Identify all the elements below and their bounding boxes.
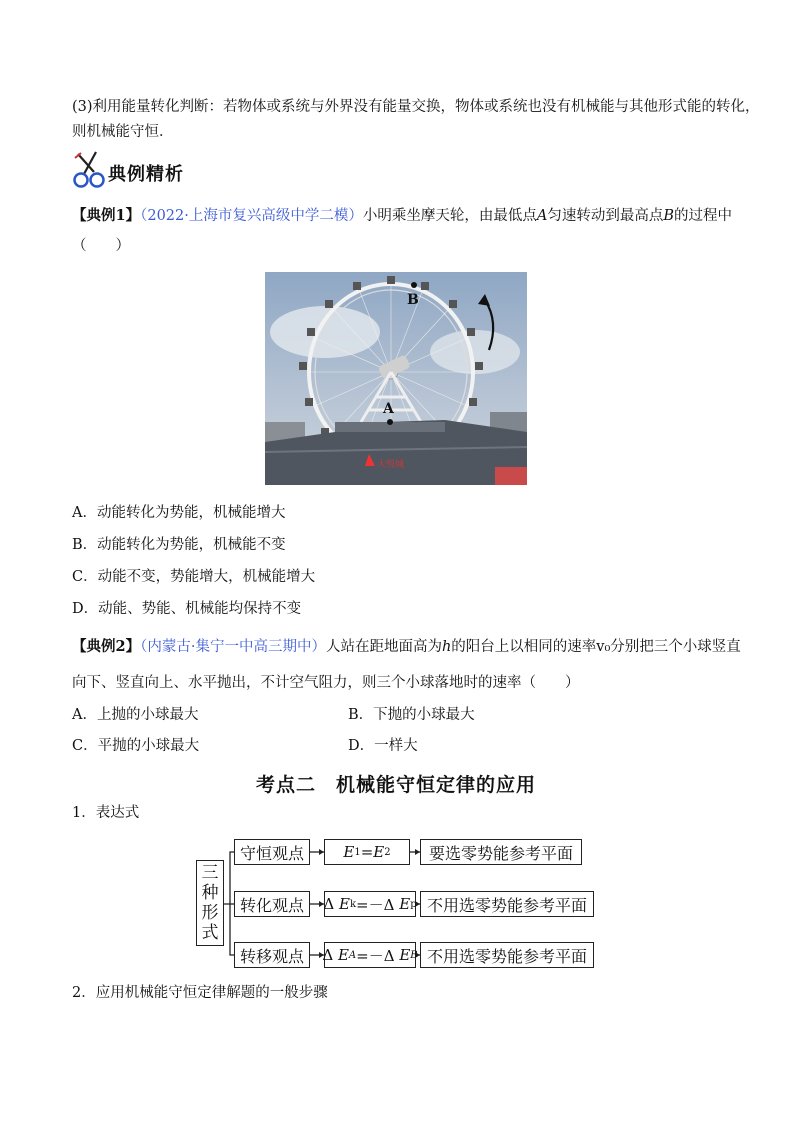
view-transfer: 转移观点 — [234, 942, 310, 968]
example2-source[interactable]: （内蒙古·集宁一中高三期中） — [140, 639, 326, 655]
label-a: A — [383, 401, 394, 417]
mall-sign: 大悦城 — [377, 460, 405, 470]
eq3-e2: E — [399, 946, 411, 964]
eq2-sub-k: k — [349, 898, 357, 910]
eq1-equals: = — [360, 843, 374, 861]
example2-label: 【典例2】 — [72, 638, 141, 655]
root-char-2: 种 — [201, 883, 219, 903]
root-char-4: 式 — [201, 923, 219, 943]
root-char-3: 形 — [201, 903, 219, 923]
eq2-delta1: Δ — [323, 895, 335, 913]
eq1-sub2: 2 — [384, 846, 391, 858]
example2-option-b[interactable]: B．下抛的小球最大 — [348, 707, 475, 723]
example2-option-d[interactable]: D．一样大 — [348, 738, 418, 754]
ferris-wheel-figure — [265, 272, 527, 485]
three-forms-diagram — [196, 836, 596, 972]
eq3-sub-a: A — [348, 949, 357, 961]
example1-label: 【典例1】 — [72, 207, 141, 224]
note-transformation: 不用选零势能参考平面 — [420, 891, 594, 917]
scissors-rings-icon — [72, 150, 108, 190]
view-conservation: 守恒观点 — [234, 839, 310, 865]
example1-option-b[interactable]: B．动能转化为势能，机械能不变 — [72, 537, 286, 553]
example2-option-a[interactable]: A．上抛的小球最大 — [72, 707, 199, 723]
eq3-e1: E — [337, 946, 349, 964]
eq1-sub1: 1 — [354, 846, 361, 858]
example1-option-a[interactable]: A．动能转化为势能，机械能增大 — [72, 505, 286, 521]
point-b: B — [663, 208, 674, 224]
eq3-mid: =－Δ — [356, 946, 395, 965]
example1-text-c: 的过程中 — [674, 208, 732, 224]
method3-line1: (3)利用能量转化判断：若物体或系统与外界没有能量交换，物体或系统也没有机械能与其他形式能的转化， — [72, 99, 760, 115]
banner-title: 典例精析 — [108, 164, 184, 185]
example1-option-d[interactable]: D．动能、势能、机械能均保持不变 — [72, 601, 302, 617]
eq2-e1: E — [339, 895, 350, 913]
example-banner — [72, 150, 202, 190]
eq3-sub-b: B — [410, 949, 418, 961]
point-a: A — [536, 208, 548, 224]
note-conservation: 要选零势能参考平面 — [420, 839, 582, 865]
method3-line2: 则机械能守恒． — [72, 124, 174, 140]
eq1-e1: E — [343, 843, 355, 861]
equation-transformation — [324, 891, 416, 917]
example1-option-c[interactable]: C．动能不变，势能增大，机械能增大 — [72, 569, 316, 585]
eq2-sub-p: p — [410, 898, 417, 910]
eq2-mid: =－Δ — [356, 895, 395, 914]
three-forms-root — [196, 860, 224, 946]
example2-option-c[interactable]: C．平抛的小球最大 — [72, 738, 200, 754]
note-transfer: 不用选零势能参考平面 — [420, 942, 594, 968]
view-transformation: 转化观点 — [234, 891, 310, 917]
example1-source[interactable]: （2022·上海市复兴高级中学二模） — [140, 208, 363, 224]
example1-text-a: 小明乘坐摩天轮，由最低点 — [362, 208, 537, 224]
equation-transfer — [324, 942, 416, 968]
example1-text-b: 匀速转动到最高点 — [547, 208, 664, 224]
root-char-1: 三 — [201, 863, 219, 883]
eq3-delta1: Δ — [322, 946, 334, 964]
example1-paren: （ ） — [72, 238, 130, 254]
example2-text-b: 的阳台上以相同的速率v₀分别把三个小球竖直 — [451, 639, 741, 655]
height-h: h — [441, 639, 452, 655]
eq2-e2: E — [399, 895, 411, 913]
section2-title: 考点二 机械能守恒定律的应用 — [256, 774, 537, 796]
item2-heading: 2．应用机械能守恒定律解题的一般步骤 — [72, 985, 328, 1001]
example2-stem — [72, 636, 741, 658]
eq1-e2: E — [373, 843, 385, 861]
example2-text-a: 人站在距地面高为 — [325, 639, 442, 655]
item1-heading: 1．表达式 — [72, 805, 140, 821]
equation-conservation — [324, 839, 410, 865]
example1-stem — [72, 205, 732, 227]
example2-line2: 向下、竖直向上、水平抛出，不计空气阻力，则三个小球落地时的速率（ ） — [72, 675, 580, 691]
label-b: B — [407, 292, 419, 308]
